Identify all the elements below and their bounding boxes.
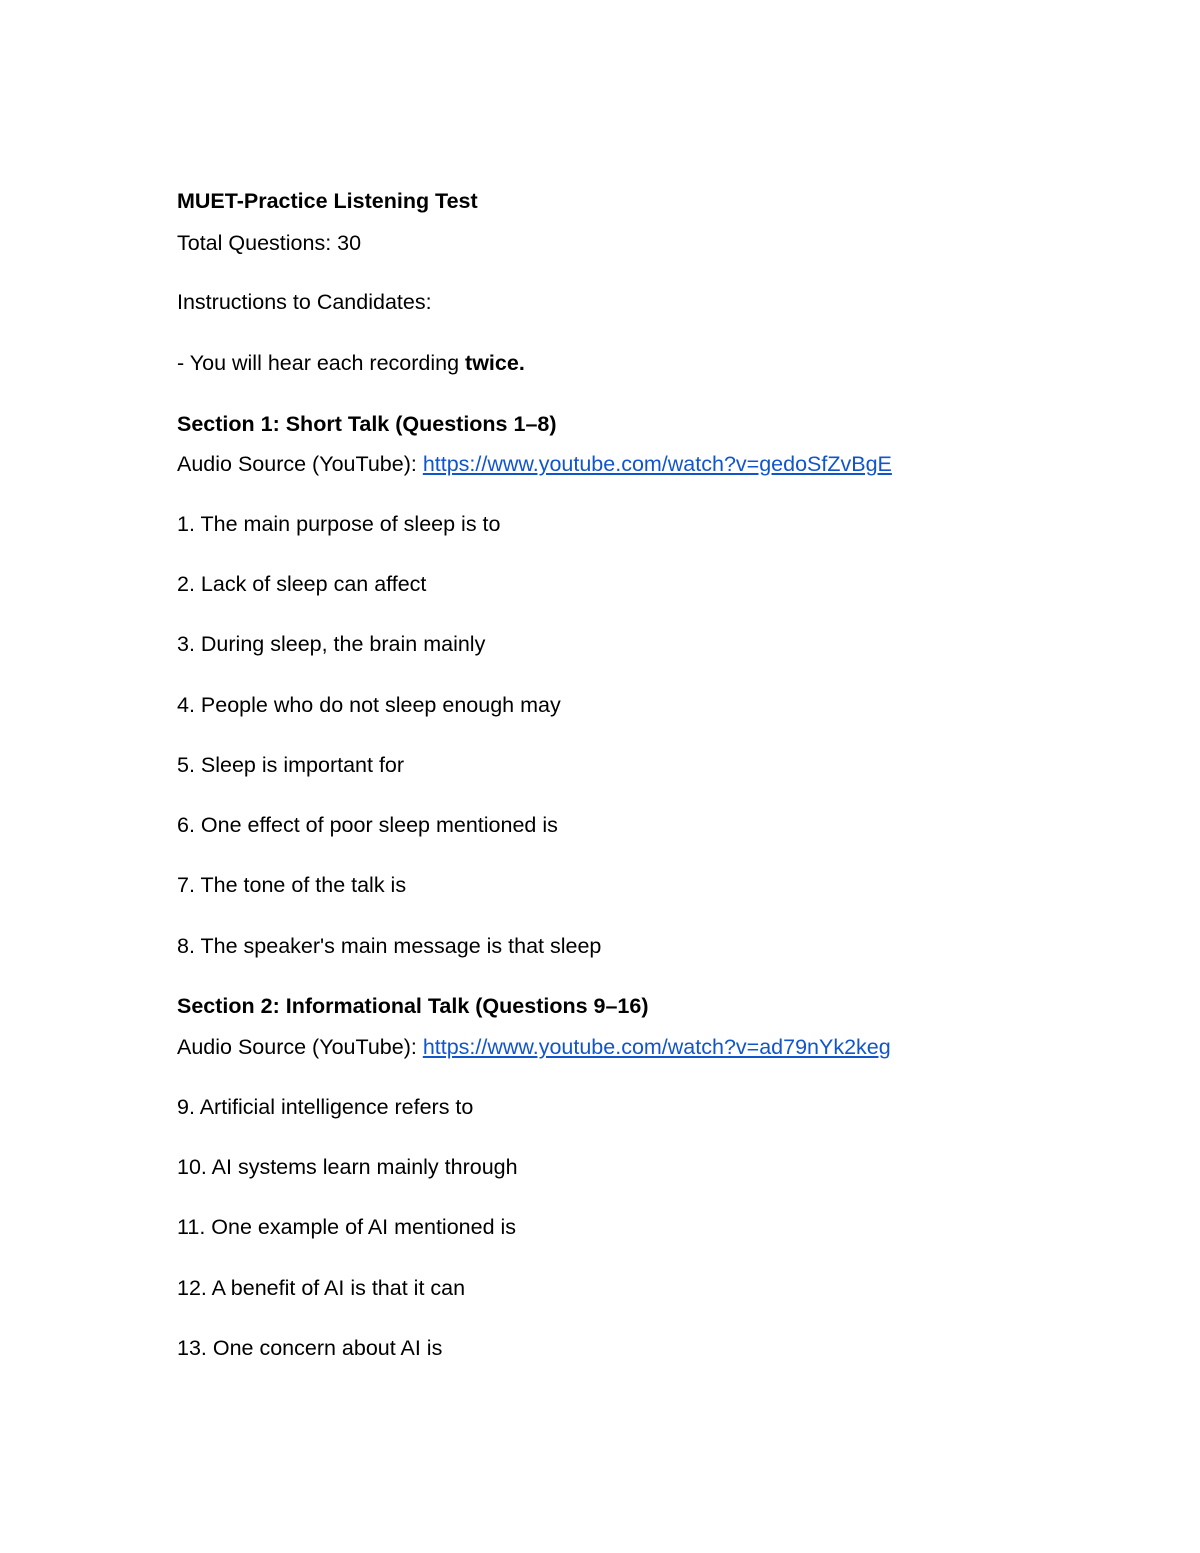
- section-2-audio-source: [177, 1034, 891, 1060]
- question-3: 3. During sleep, the brain mainly: [177, 632, 486, 656]
- question-1: 1. The main purpose of sleep is to: [177, 512, 501, 536]
- section-1-audio-link[interactable]: https://www.youtube.com/watch?v=gedoSfZvBgE: [422, 452, 892, 476]
- audio-source-label: Audio Source (YouTube):: [177, 1035, 423, 1059]
- question-5: 5. Sleep is important for: [177, 753, 405, 777]
- question-12: 12. A benefit of AI is that it can: [177, 1276, 466, 1300]
- total-questions: Total Questions: 30: [177, 231, 362, 255]
- question-4: 4. People who do not sleep enough may: [177, 693, 561, 717]
- question-7: 7. The tone of the talk is: [177, 873, 407, 897]
- question-8: 8. The speaker's main message is that sleep: [177, 934, 602, 958]
- question-10: 10. AI systems learn mainly through: [177, 1155, 518, 1179]
- question-13: 13. One concern about AI is: [177, 1336, 443, 1360]
- instruction-emphasis: twice.: [465, 351, 525, 375]
- instruction-line: [177, 350, 525, 376]
- section-1-audio-source: [177, 451, 892, 477]
- question-2: 2. Lack of sleep can affect: [177, 572, 427, 596]
- audio-source-label: Audio Source (YouTube):: [177, 452, 423, 476]
- question-6: 6. One effect of poor sleep mentioned is: [177, 813, 558, 837]
- section-2-audio-link[interactable]: https://www.youtube.com/watch?v=ad79nYk2keg: [422, 1035, 891, 1059]
- question-9: 9. Artificial intelligence refers to: [177, 1095, 474, 1119]
- instructions-heading: Instructions to Candidates:: [177, 290, 432, 314]
- question-11: 11. One example of AI mentioned is: [177, 1215, 517, 1239]
- page-title: MUET-Practice Listening Test: [177, 189, 478, 213]
- instruction-text: - You will hear each recording: [177, 351, 466, 375]
- section-1-title: Section 1: Short Talk (Questions 1–8): [177, 412, 557, 436]
- section-2-title: Section 2: Informational Talk (Questions 9–16): [177, 994, 649, 1018]
